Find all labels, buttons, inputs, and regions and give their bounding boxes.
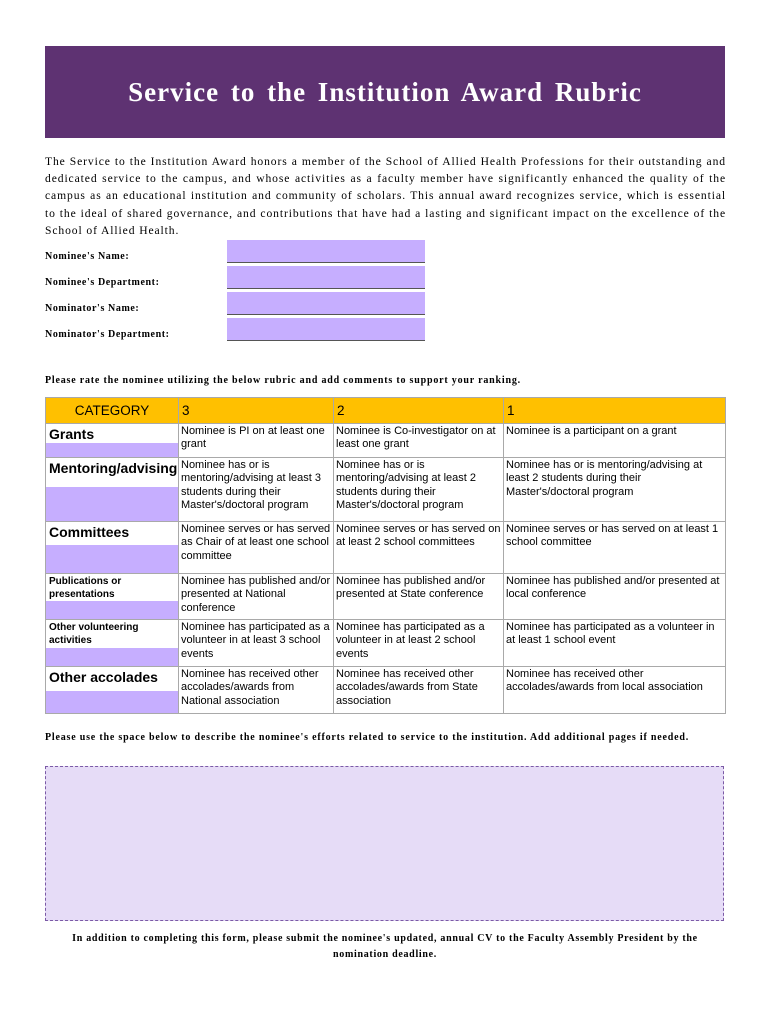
category-cell	[46, 574, 179, 620]
criterion-cell[interactable]: Nominee is Co-investigator on at least one grant	[334, 424, 504, 458]
nominator-name-label: Nominator's Name:	[45, 303, 140, 314]
table-row	[46, 424, 726, 458]
criterion-cell[interactable]: Nominee serves or has served as Chair of at least one school committee	[179, 522, 334, 574]
criterion-cell[interactable]: Nominee has received other accolades/awards from local association	[504, 667, 726, 714]
table-row	[46, 574, 726, 620]
criterion-cell[interactable]: Nominee serves or has served on at least 2 school committees	[334, 522, 504, 574]
table-row	[46, 667, 726, 714]
score-entry-field[interactable]	[46, 443, 178, 457]
criterion-cell[interactable]: Nominee has published and/or presented at National conference	[179, 574, 334, 620]
nominee-name-label: Nominee's Name:	[45, 251, 130, 262]
category-label: Mentoring/advising	[49, 460, 178, 476]
page-title: Service to the Institution Award Rubric	[128, 76, 642, 107]
criterion-cell[interactable]: Nominee has received other accolades/awards from National association	[179, 667, 334, 714]
nominee-department-label: Nominee's Department:	[45, 277, 160, 288]
score-entry-field[interactable]	[46, 545, 178, 573]
intro-paragraph: The Service to the Institution Award honors a member of the School of Allied Health Professions for their outstanding and dedicated service to the campus, and whose activities as a faculty member have significantly enhanced the quality of the campus as an educational institution and community of scholars. This annual award recognizes service, which is essential to the ideal of shared governance, and contributions that have had a lasting and significant impact on the excellence of the School of Allied Health.	[45, 155, 726, 237]
nominator-department-row	[45, 318, 445, 344]
criterion-cell[interactable]: Nominee has or is mentoring/advising at least 2 students during their Master's/doctoral program	[334, 458, 504, 522]
criterion-cell[interactable]: Nominee has participated as a volunteer in at least 3 school events	[179, 620, 334, 667]
category-label: Publications or presentations	[49, 576, 122, 600]
criterion-cell[interactable]: Nominee is PI on at least one grant	[179, 424, 334, 458]
comments-textarea[interactable]	[45, 766, 724, 921]
nominator-department-label: Nominator's Department:	[45, 329, 170, 340]
category-label: Grants	[49, 426, 95, 442]
score-entry-field[interactable]	[46, 601, 178, 619]
nominator-department-field[interactable]	[227, 318, 425, 341]
score-entry-field[interactable]	[46, 487, 178, 521]
score-entry-field[interactable]	[46, 691, 178, 713]
nominee-department-field[interactable]	[227, 266, 425, 289]
nominee-department-row	[45, 266, 445, 292]
criterion-cell[interactable]: Nominee has published and/or presented at local conference	[504, 574, 726, 620]
category-label: Other accolades	[49, 669, 158, 685]
header-score-3: 3	[179, 398, 334, 424]
category-cell	[46, 620, 179, 667]
rubric-header-row	[46, 398, 726, 424]
category-cell	[46, 667, 179, 714]
criterion-cell[interactable]: Nominee has or is mentoring/advising at least 3 students during their Master's/doctoral program	[179, 458, 334, 522]
rubric-instruction: Please rate the nominee utilizing the below rubric and add comments to support your ranking.	[45, 375, 521, 386]
nominator-name-row	[45, 292, 445, 318]
table-row	[46, 522, 726, 574]
table-row	[46, 620, 726, 667]
header-category: CATEGORY	[46, 398, 179, 424]
criterion-cell[interactable]: Nominee has published and/or presented at State conference	[334, 574, 504, 620]
category-cell	[46, 522, 179, 574]
category-cell	[46, 458, 179, 522]
header-score-1: 1	[504, 398, 726, 424]
category-label: Committees	[49, 524, 130, 540]
header-score-2: 2	[334, 398, 504, 424]
category-label: Other volunteering activities	[49, 622, 139, 646]
criterion-cell[interactable]: Nominee has participated as a volunteer in at least 2 school events	[334, 620, 504, 667]
rubric-table	[45, 397, 726, 714]
nominee-name-field[interactable]	[227, 240, 425, 263]
table-row	[46, 458, 726, 522]
criterion-cell[interactable]: Nominee is a participant on a grant	[504, 424, 726, 458]
score-entry-field[interactable]	[46, 648, 178, 666]
footer-note: In addition to completing this form, please submit the nominee's updated, annual CV to the Faculty Assembly President by the nomination deadline.	[72, 933, 698, 960]
title-banner	[45, 46, 725, 138]
comments-instruction: Please use the space below to describe the nominee's efforts related to service to the institution. Add additional pages if needed.	[45, 732, 690, 743]
criterion-cell[interactable]: Nominee serves or has served on at least 1 school committee	[504, 522, 726, 574]
nominee-name-row	[45, 240, 445, 266]
category-cell	[46, 424, 179, 458]
criterion-cell[interactable]: Nominee has received other accolades/awards from State association	[334, 667, 504, 714]
nominator-name-field[interactable]	[227, 292, 425, 315]
criterion-cell[interactable]: Nominee has or is mentoring/advising at least 2 students during their Master's/doctoral program	[504, 458, 726, 522]
criterion-cell[interactable]: Nominee has participated as a volunteer in at least 1 school event	[504, 620, 726, 667]
